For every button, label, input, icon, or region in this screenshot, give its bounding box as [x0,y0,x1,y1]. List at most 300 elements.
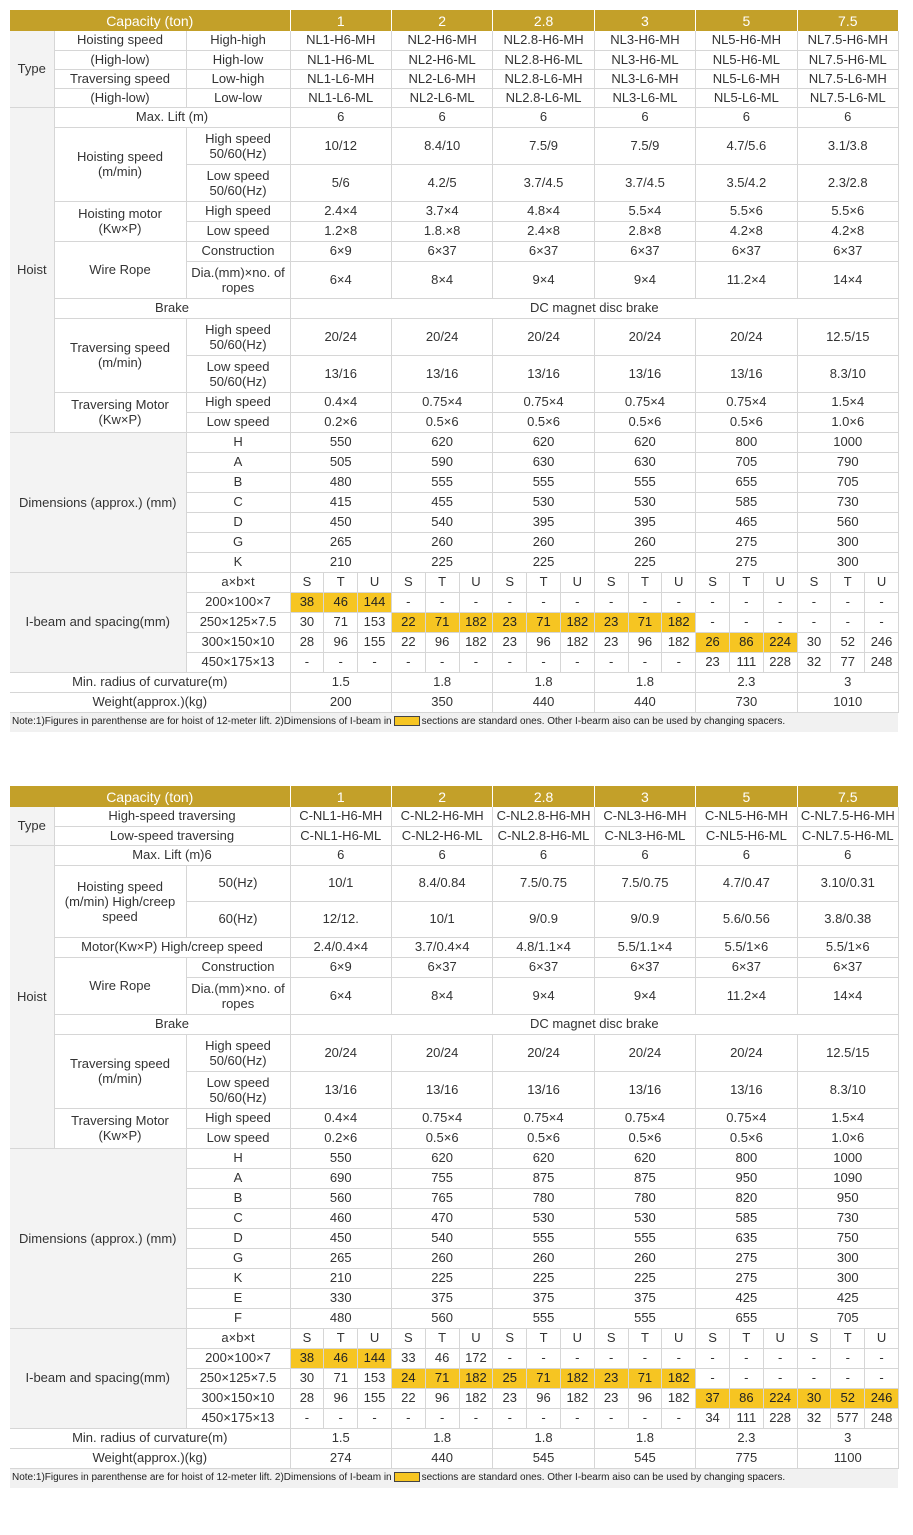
weight-label: Weight(approx.)(kg) [10,692,290,712]
ibeam-spacing-value: - [662,652,696,672]
ibeam-spacing-value: - [696,612,730,632]
hoisting-speed-value: 8.4/0.84 [391,865,492,901]
speed-sublabel: High speed 50/60(Hz) [186,318,290,355]
dimension-value: 690 [290,1168,391,1188]
traversing-motor-label: Traversing Motor (Kw×P) [54,392,186,432]
hoisting-speed-value: 7.5/9 [493,127,594,164]
traversing-motor-value: 0.75×4 [696,1108,797,1128]
footnote [10,1469,898,1488]
type-row [10,88,898,107]
ibeam-spacing-value: - [493,1408,527,1428]
dimension-value: 480 [290,1308,391,1328]
dimension-key: F [186,1308,290,1328]
dimension-value: 950 [696,1168,797,1188]
dimension-value: 260 [594,1248,695,1268]
dimension-value: 330 [290,1288,391,1308]
traversing-motor-value: 0.2×6 [290,1128,391,1148]
brake-label: Brake [54,298,290,318]
traversing-speed-value: 13/16 [391,1071,492,1108]
spacing-letter: S [696,1328,730,1348]
dimension-value: 265 [290,532,391,552]
dimension-value: 705 [797,1308,898,1328]
traversing-speed-value: 13/16 [594,1071,695,1108]
traversing-motor-value: 0.4×4 [290,392,391,412]
ibeam-spacing-value: 182 [459,612,493,632]
ibeam-spacing-value: - [560,1348,594,1368]
ibeam-spacing-value: 96 [324,632,358,652]
dimension-key: A [186,1168,290,1188]
dimension-value: 585 [696,492,797,512]
spacing-letter: S [696,572,730,592]
ibeam-spacing-value: 172 [459,1348,493,1368]
construction-value: 6×9 [290,957,391,977]
ibeam-spacing-value: - [729,612,763,632]
dimension-value: 560 [797,512,898,532]
ibeam-spacing-value: - [865,592,899,612]
capacity-header-row [10,786,898,807]
dimension-key: C [186,1208,290,1228]
dia-value: 8×4 [391,977,492,1014]
model-code: NL5-L6-ML [696,88,797,107]
hoisting-speed-value: 10/1 [290,865,391,901]
traversing-motor-value: 0.5×6 [696,1128,797,1148]
ibeam-spacing-value: 71 [527,612,561,632]
ibeam-spacing-value: 96 [425,632,459,652]
dimension-value: 620 [594,1148,695,1168]
ibeam-spacing-value: - [527,592,561,612]
type-row [10,807,898,826]
ibeam-spacing-value: 71 [324,1368,358,1388]
hoisting-speed-value: 2.3/2.8 [797,164,898,201]
ibeam-spacing-value: 153 [358,612,392,632]
ibeam-spacing-value: 248 [865,1408,899,1428]
hoisting-motor-value: 2.4×4 [290,201,391,221]
traversing-motor-value: 0.5×6 [391,412,492,432]
ibeam-spacing-value: - [696,1348,730,1368]
type-code: Low-high [186,69,290,88]
traversing-motor-value: 0.5×6 [696,412,797,432]
dimension-value: 950 [797,1188,898,1208]
model-code: NL5-H6-ML [696,50,797,69]
dimension-value: 555 [391,472,492,492]
max-lift-value: 6 [290,107,391,127]
hoisting-speed-value: 5/6 [290,164,391,201]
hoisting-speed-row [10,127,898,164]
ibeam-size: 250×125×7.5 [186,1368,290,1388]
traversing-motor-row [10,392,898,412]
ibeam-spacing-value: - [865,612,899,632]
traversing-speed-value: 8.3/10 [797,1071,898,1108]
ibeam-spacing-value: - [324,1408,358,1428]
weight-value: 775 [696,1448,797,1468]
spec-table-cabin [10,786,898,1488]
dia-value: 9×4 [493,261,594,298]
ibeam-spacing-value: 182 [662,612,696,632]
traversing-speed-value: 8.3/10 [797,355,898,392]
dimension-value: 555 [594,1228,695,1248]
ibeam-spacing-value: 52 [831,1388,865,1408]
model-code: NL2-L6-MH [391,69,492,88]
radius-value: 3 [797,1428,898,1448]
radius-row [10,672,898,692]
weight-value: 1100 [797,1448,898,1468]
dimension-value: 1000 [797,432,898,452]
ibeam-spacing-value: - [628,592,662,612]
speed-sublabel: High speed 50/60(Hz) [186,127,290,164]
footnote-text: Note:1)Figures in parenthense are for hoist of 12-meter lift. 2)Dimensions of I-beam in [12,715,392,727]
speed-sublabel: Low speed 50/60(Hz) [186,1071,290,1108]
radius-value: 3 [797,672,898,692]
dimension-value: 555 [493,1228,594,1248]
dia-value: 14×4 [797,261,898,298]
ibeam-spacing-value: - [459,592,493,612]
hoisting-speed-value: 4.7/5.6 [696,127,797,164]
model-code: NL2-L6-ML [391,88,492,107]
dimension-value: 225 [391,552,492,572]
ibeam-spacing-value: - [594,1348,628,1368]
ibeam-spacing-value: 577 [831,1408,865,1428]
construction-value: 6×37 [594,957,695,977]
ibeam-spacing-value: 246 [865,632,899,652]
model-code: NL2.8-H6-ML [493,50,594,69]
ibeam-spacing-value: - [831,1348,865,1368]
ibeam-spacing-value: 182 [459,632,493,652]
dimension-value: 620 [391,1148,492,1168]
traversing-speed-value: 20/24 [391,1034,492,1071]
model-code: NL2.8-L6-MH [493,69,594,88]
model-code: C-NL1-H6-ML [290,826,391,845]
ibeam-spacing-value: 96 [324,1388,358,1408]
spacing-letter: U [662,1328,696,1348]
capacity-value: 7.5 [797,10,898,31]
traversing-motor-value: 1.5×4 [797,392,898,412]
footnote-text: sections are standard ones. Other I-bearm aiso can be used by changing spacers. [421,715,786,727]
brake-row [10,1014,898,1034]
dimension-value: 415 [290,492,391,512]
ibeam-spacing-value: - [358,652,392,672]
traversing-speed-value: 20/24 [493,318,594,355]
weight-value: 274 [290,1448,391,1468]
dimension-value: 225 [391,1268,492,1288]
dia-value: 14×4 [797,977,898,1014]
spacing-letter: T [628,1328,662,1348]
wire-rope-row [10,957,898,977]
ibeam-spacing-value: - [729,592,763,612]
ibeam-spacing-value: 71 [324,612,358,632]
dimension-value: 800 [696,432,797,452]
model-code: C-NL1-H6-MH [290,807,391,826]
traversing-speed-row [10,1034,898,1071]
ibeam-size: 250×125×7.5 [186,612,290,632]
spacing-letter: U [358,572,392,592]
weight-value: 545 [493,1448,594,1468]
traversing-motor-value: 0.5×6 [391,1128,492,1148]
ibeam-spacing-value: 182 [560,1388,594,1408]
speed-sublabel: Low speed [186,221,290,241]
ibeam-spacing-value: 22 [391,632,425,652]
dimension-value: 425 [797,1288,898,1308]
spacing-letter: U [358,1328,392,1348]
frequency-label: 60(Hz) [186,901,290,937]
spacing-letter: U [560,1328,594,1348]
ibeam-spacing-value: - [797,592,831,612]
capacity-value: 2 [391,786,492,807]
spacing-letter: S [797,1328,831,1348]
traversing-speed-value: 13/16 [493,1071,594,1108]
capacity-value: 3 [594,10,695,31]
ibeam-spacing-value: 32 [797,652,831,672]
capacity-value: 5 [696,10,797,31]
ibeam-spacing-value: 71 [628,612,662,632]
dimension-value: 275 [696,532,797,552]
dimension-value: 655 [696,472,797,492]
ibeam-spacing-value: - [628,1408,662,1428]
ibeam-spacing-value: 71 [425,612,459,632]
traversing-speed-value: 13/16 [594,355,695,392]
model-code: C-NL5-H6-MH [696,807,797,826]
spacing-letter: T [628,572,662,592]
traversing-motor-value: 0.5×6 [493,412,594,432]
traversing-speed-label: Traversing speed (m/min) [54,318,186,392]
radius-value: 1.8 [391,1428,492,1448]
traversing-speed-value: 20/24 [696,318,797,355]
spacing-letter: S [290,1328,324,1348]
dimension-key: D [186,1228,290,1248]
dimension-key: G [186,1248,290,1268]
ibeam-spacing-value: 30 [290,1368,324,1388]
hoisting-speed-value: 7.5/0.75 [594,865,695,901]
dimension-value: 455 [391,492,492,512]
motor-value: 5.5/1×6 [797,937,898,957]
spacing-letter: S [391,1328,425,1348]
ibeam-section [10,572,898,672]
spacing-letter: S [594,572,628,592]
dimension-value: 630 [594,452,695,472]
ibeam-spacing-value: 155 [358,632,392,652]
spacing-letter: T [831,572,865,592]
spacing-letter: T [425,572,459,592]
ibeam-spacing-value: - [324,652,358,672]
ibeam-spacing-value: 26 [696,632,730,652]
ibeam-size-header: a×b×t [186,572,290,592]
ibeam-header-row [10,572,898,592]
dimension-key: G [186,532,290,552]
dimension-value: 730 [797,1208,898,1228]
max-lift-value: 6 [696,845,797,865]
hoisting-speed-value: 3.8/0.38 [797,901,898,937]
dimension-value: 750 [797,1228,898,1248]
hoisting-motor-value: 4.2×8 [696,221,797,241]
weight-value: 730 [696,692,797,712]
ibeam-spacing-value: 23 [493,632,527,652]
dimension-value: 540 [391,1228,492,1248]
ibeam-spacing-value: - [493,1348,527,1368]
spacing-letter: S [290,572,324,592]
dimension-value: 260 [391,1248,492,1268]
dimension-value: 620 [493,1148,594,1168]
dimension-value: 530 [493,492,594,512]
ibeam-spacing-value: - [797,612,831,632]
dimension-value: 585 [696,1208,797,1228]
hoisting-speed-value: 12/12. [290,901,391,937]
ibeam-spacing-value: 23 [594,612,628,632]
ibeam-spacing-value: 46 [425,1348,459,1368]
hoisting-speed-value: 7.5/9 [594,127,695,164]
traversing-speed-value: 20/24 [696,1034,797,1071]
hoisting-speed-row [10,865,898,901]
ibeam-size: 300×150×10 [186,1388,290,1408]
dimension-value: 780 [594,1188,695,1208]
dimension-value: 1000 [797,1148,898,1168]
ibeam-size: 200×100×7 [186,592,290,612]
radius-value: 1.8 [594,1428,695,1448]
dimension-key: E [186,1288,290,1308]
ibeam-spacing-value: 23 [594,1368,628,1388]
radius-label: Min. radius of curvature(m) [10,1428,290,1448]
traversing-speed-value: 20/24 [391,318,492,355]
dimension-value: 210 [290,1268,391,1288]
dimension-value: 530 [594,492,695,512]
dimension-key: H [186,432,290,452]
ibeam-spacing-value: - [594,652,628,672]
dimension-row [10,1148,898,1168]
model-code: NL7.5-H6-ML [797,50,898,69]
hoisting-speed-value: 4.2/5 [391,164,492,201]
dimension-value: 375 [391,1288,492,1308]
radius-value: 1.8 [493,672,594,692]
footnote-text: Note:1)Figures in parenthense are for hoist of 12-meter lift. 2)Dimensions of I-beam in [12,1471,392,1483]
ibeam-spacing-value: - [729,1368,763,1388]
ibeam-spacing-value: 28 [290,632,324,652]
type-name: High-speed traversing [54,807,290,826]
dimension-value: 655 [696,1308,797,1328]
model-code: C-NL7.5-H6-ML [797,826,898,845]
speed-sublabel: High speed [186,392,290,412]
ibeam-spacing-value: - [831,1368,865,1388]
traversing-motor-value: 0.75×4 [594,1108,695,1128]
hoisting-motor-value: 5.5×6 [696,201,797,221]
dimensions-section [10,1148,898,1328]
ibeam-spacing-value: - [290,1408,324,1428]
spacing-letter: T [527,572,561,592]
ibeam-spacing-value: 77 [831,652,865,672]
max-lift-value: 6 [493,845,594,865]
traversing-motor-row [10,1108,898,1128]
dimension-value: 800 [696,1148,797,1168]
dimension-value: 450 [290,1228,391,1248]
weight-value: 200 [290,692,391,712]
spacing-letter: T [831,1328,865,1348]
ibeam-spacing-value: - [391,1408,425,1428]
ibeam-spacing-value: - [358,1408,392,1428]
ibeam-spacing-value: 25 [493,1368,527,1388]
hoisting-speed-value: 9/0.9 [493,901,594,937]
wire-rope-row [10,241,898,261]
traversing-speed-value: 20/24 [594,1034,695,1071]
traversing-speed-value: 12.5/15 [797,318,898,355]
hoist-label: Hoist [10,845,54,1148]
dimensions-label: Dimensions (approx.) (mm) [10,432,186,572]
max-lift-value: 6 [594,107,695,127]
ibeam-spacing-value: 71 [425,1368,459,1388]
type-name: Traversing speed [54,69,186,88]
dimension-value: 260 [493,532,594,552]
traversing-speed-value: 20/24 [290,1034,391,1071]
ibeam-spacing-value: - [425,592,459,612]
dimension-key: C [186,492,290,512]
capacity-header-row [10,10,898,31]
traversing-motor-value: 0.75×4 [696,392,797,412]
spacing-letter: U [763,572,797,592]
traversing-speed-value: 13/16 [493,355,594,392]
capacity-label: Capacity (ton) [10,786,290,807]
ibeam-spacing-value: - [662,1408,696,1428]
model-code: C-NL7.5-H6-MH [797,807,898,826]
dia-value: 11.2×4 [696,261,797,298]
dimension-value: 635 [696,1228,797,1248]
dimension-value: 260 [594,532,695,552]
ibeam-size: 300×150×10 [186,632,290,652]
weight-value: 1010 [797,692,898,712]
hoisting-motor-value: 2.4×8 [493,221,594,241]
footnote [10,713,898,732]
radius-value: 2.3 [696,672,797,692]
construction-value: 6×37 [696,241,797,261]
motor-label: Motor(Kw×P) High/creep speed [54,937,290,957]
ibeam-spacing-value: 224 [763,1388,797,1408]
spec-table [10,10,899,713]
construction-label: Construction [186,241,290,261]
spacing-letter: T [527,1328,561,1348]
ibeam-spacing-value: - [425,1408,459,1428]
ibeam-spacing-value: - [763,1368,797,1388]
ibeam-spacing-value: 23 [594,1388,628,1408]
ibeam-spacing-value: - [865,1348,899,1368]
ibeam-spacing-value: 23 [594,632,628,652]
dia-value: 11.2×4 [696,977,797,1014]
dimension-value: 555 [493,472,594,492]
weight-value: 440 [493,692,594,712]
motor-value: 2.4/0.4×4 [290,937,391,957]
ibeam-spacing-value: 182 [662,632,696,652]
model-code: NL1-H6-ML [290,50,391,69]
ibeam-spacing-value: - [797,1348,831,1368]
construction-value: 6×37 [797,241,898,261]
traversing-motor-value: 1.0×6 [797,412,898,432]
ibeam-spacing-value: 111 [729,652,763,672]
ibeam-spacing-value: 155 [358,1388,392,1408]
ibeam-spacing-value: - [628,1348,662,1368]
radius-value: 1.5 [290,1428,391,1448]
ibeam-spacing-value: - [459,1408,493,1428]
ibeam-spacing-value: - [763,612,797,632]
footnote-text: sections are standard ones. Other I-bearm aiso can be used by changing spacers. [421,1471,786,1483]
max-lift-label: Max. Lift (m) [54,107,290,127]
type-name: Low-speed traversing [54,826,290,845]
model-code: C-NL3-H6-MH [594,807,695,826]
traversing-motor-value: 0.5×6 [594,1128,695,1148]
dimension-row [10,432,898,452]
model-code: NL7.5-L6-ML [797,88,898,107]
speed-sublabel: Low speed 50/60(Hz) [186,164,290,201]
model-code: NL5-L6-MH [696,69,797,88]
traversing-motor-value: 0.2×6 [290,412,391,432]
weight-value: 350 [391,692,492,712]
dimension-value: 260 [493,1248,594,1268]
traversing-motor-value: 0.75×4 [493,392,594,412]
type-code: Low-low [186,88,290,107]
hoisting-motor-row [10,201,898,221]
